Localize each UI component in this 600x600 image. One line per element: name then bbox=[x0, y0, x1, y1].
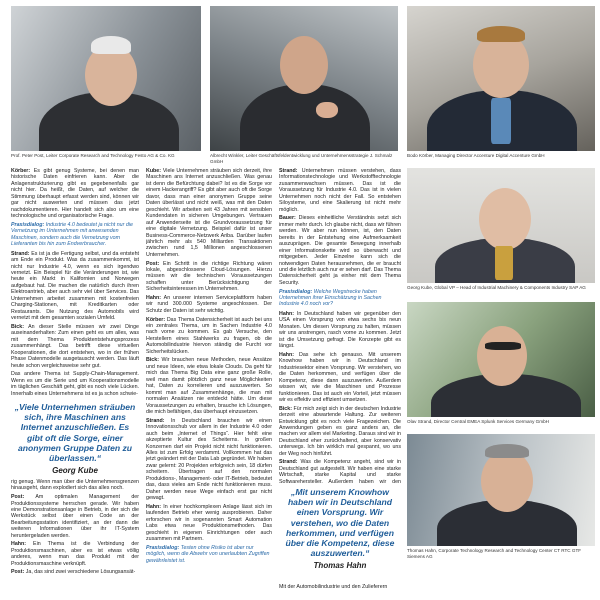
speaker-name: Post: bbox=[11, 494, 25, 501]
photo-bodo-korber bbox=[407, 6, 595, 151]
caption-peter-post: Prof. Peter Post, Leiter Corporate Research and Technology Festo AG & Co. KG bbox=[11, 153, 175, 158]
speaker-name: Hahn: bbox=[146, 503, 162, 510]
speaker-name: Bick: bbox=[279, 405, 292, 412]
caption-olav-strand: Olav Strand, Director Central EMEA Splunk Services Germany GmbH bbox=[407, 419, 549, 424]
speaker-name: Strand: bbox=[146, 417, 165, 424]
paragraph: Strand: Unternehmen müssen verstehen, dass Informationstechnologie und Werkstofftechnologie zusammenwachsen müssen. Das ist die Voraussetzung für Industrie 4.0. Das ist in vielen Unternehmen noch nicht der Fall. So entstehen Siloysteme, und eine Skalierung ist nicht mehr möglich. bbox=[279, 168, 401, 213]
paragraph: Hahn: An unserer internen Serviceplattform haben wir rund 300.000 Systeme angeschlossen. Der Schutz der Daten ist sehr wichtig. bbox=[146, 294, 272, 314]
paragraph: Mit der Automobilindustrie und den Zulieferern bbox=[279, 584, 388, 590]
speaker-name: Strand: bbox=[11, 250, 30, 257]
photo-olav-strand bbox=[407, 302, 595, 417]
paragraph: Bick: An dieser Stelle müssen wir zwei Dinge auseinanderhalten: Zum einen geht es um alles, was mit dem Thema Produktentstehungsprozess zusammenhängt. Das betrifft diese virtuellen Kooperationen, die dort entstehen, wo in der frühen Phase Datenmodelle ausgetauscht werden. Das läuft heute schon vergleichsweise sehr gut. bbox=[11, 323, 139, 369]
text-column-3 bbox=[279, 168, 401, 484]
photo-albrecht-winkler bbox=[210, 6, 398, 151]
paragraph: Bauer: Dieses einheitliche Verständnis setzt sich immer mehr durch. Ich glaube nicht, dass wir führen werden. Wir aber nun können, ist, den Daten bereits in der Entstehung eine Aufmerksamkeit auszuprägen. Die gesamte Bewegung innerhalb einer Informationskette wird so überwacht und mitgegeben. Jeder Einzelne kann sich die notwendigen Daten herausnehmen, die er braucht und die letztlich auch nur er sehen darf. Das Thema Datensicherheit geht ja einher mit dem Thema Security. bbox=[279, 215, 401, 286]
paragraph: Hahn: Ein Thema ist die Verbindung der Produktionsmaschinen, aber es ist etwas völlig anderes, wenn man das Produkt mit der Produktionsmaschine verknüpft. bbox=[11, 541, 139, 567]
text-column-1-continued bbox=[11, 479, 139, 595]
paragraph: Post: Ein Schritt in die richtige Richtung wären lokale, abgeschlossene Cloud-Lösungen. Hierzu müssen wir die technischen Voraussetzungen schaffen unter Berücksichtigung der Sicherheitsinteressen im Unternehmen. bbox=[146, 260, 272, 293]
paragraph: Bick: Für mich zeigt sich in der deutschen Industrie derzeit eine abwartende Haltung. Zur weiteren Entwicklung gibt es noch viele Fragezeichen. Die Anwendungen geben es ganz anders an, die machen vor allem viel Marketing. Daraus sind wir in Deutschland eher zurückhaltend, aber konservativ unterwegs. Ich bin wirklich mal gespannt, wo uns der Weg noch hinführt. bbox=[279, 405, 401, 457]
speaker-name: Strand: bbox=[279, 168, 298, 174]
text-column-3-continued bbox=[279, 584, 401, 596]
speaker-name: Post: bbox=[11, 569, 25, 576]
paragraph: Strand: Was die Kompetenz angeht, sind wir in Deutschland gut aufgestellt. Wir haben eine starke Wirtschaft, starke Kapital und starke Softwarehersteller. Außerdem haben wir den bbox=[279, 459, 401, 484]
paragraph: rig genug. Wenn man über die Unternehmensgrenzen hinausgeht, dann explodiert sich das alles noch. bbox=[11, 479, 139, 492]
paragraph: Kube: Viele Unternehmen sträuben sich derzeit, ihre Maschinen ans Internet anzuschließen. Was genau ist denn die Befürchtung dabei? Ist es die Sorge vor einem Hackerangriff? Es gibt aber auch oft die Sorge davor, dass man einer anonymen Gruppe seine Daten überlässt und nicht weiß, was mit den Daten geschieht. Wir arbeiten seit 43 Jahren mit sensiblen Kundendaten in sicheren Umgebungen. Vertrauen auf Anwenderseite ist die Grundvoraussetzung für eine digitale Vernetzung. Beispiel dafür ist unser Business-Commerce-Netzwerk Ariba. Darüber laufen jährlich mehr als 540 Milliarden Transaktionen zwischen rund 1,5 Millionen angeschlossenen Unternehmen. bbox=[146, 168, 272, 258]
speaker-name: Hahn: bbox=[11, 541, 27, 548]
caption-bodo-korber: Bodo Körber, Managing Director Accenture Digital Accenture GmbH bbox=[407, 153, 545, 158]
speaker-name: Körber: bbox=[11, 168, 31, 174]
speaker-name: Hahn: bbox=[279, 310, 295, 317]
praxisdialog-question bbox=[11, 222, 139, 248]
text-column-2 bbox=[146, 168, 272, 595]
paragraph: Das andere Thema ist Supply-Chain-Management. Wenn es um die Serie und um Kooperationsmodelle im täglichen Geschäft geht, gibt es noch viele Lücken. Innerhalb eines Unternehmens ist es ja schon schwie- bbox=[11, 371, 139, 397]
speaker-name: Bick: bbox=[146, 357, 159, 364]
speaker-name: Post: bbox=[146, 260, 160, 267]
praxisdialog-text: Testen ohne Risiko ist aber nur möglich, wenn die Abwehr von unerlaubten Zugriffen gewährleistet ist. bbox=[146, 544, 270, 564]
speaker-name: Bauer: bbox=[279, 215, 296, 222]
pull-quote-author: Georg Kube bbox=[52, 466, 98, 476]
photo-peter-post bbox=[11, 6, 201, 151]
paragraph: Hahn: Das sehe ich genauso. Mit unserem Knowhow haben wir in Deutschland im Industriesektor einen Vorsprung. Wir verstehen, wo die Daten herkommen, und verfügen über die Kompetenz, diese dann auszuwerten. Außerdem wissen wir, wie die Maschinen und Prozesse funktionieren. Das ist auch ein Vorteil, jetzt müssen wir es effektiv und effizient umsetzen. bbox=[279, 351, 401, 403]
paragraph: Bick: Wir brauchen neue Methoden, neue Ansätze und neue Ideen, wie etwa lokale Clouds. Da geht für mich das Thema Big Data eine ganz große Rolle, weil man damit plötzlich ganz neue Möglichkeiten hat, Daten zu korrelieren und auszuwerten. So kommt man auf Zusammenhänge, die man mit normalen Ansätzen nie entdeckt hätte. Um diese Voraussetzungen zu erhalten, brauche ich Lösungen, die mich befähigen, das überhaupt einzusetzen. bbox=[146, 357, 272, 416]
paragraph: Post: Ja, das sind zwei verschiedene Lösungsansät- bbox=[11, 569, 136, 576]
praxisdialog-label: Praxisdialog: bbox=[279, 288, 313, 295]
speaker-name: Kube: bbox=[146, 168, 162, 174]
praxisdialog-text: Welche Wegstrecke haben Unternehmen ihrer Einschätzung in Sachen Industrie 4.0 noch vor? bbox=[279, 288, 382, 308]
paragraph: Hahn: In Deutschland haben wir gegenüber den USA einen Vorsprung von etwa sechs bis neun Monaten. Um diesen Vorsprung zu halten, müssen wir uns anstrengen, rasch vorne zu kommen. Jetzt ist die Umsetzung gefragt. Die Konzepte gibt es längst. bbox=[279, 310, 401, 350]
pull-quote-text: „Mit unserem Knowhow haben wir in Deutschland einen Vorsprung. Wir verstehen, wo die Daten herkommen, und verfügen über die Kompetenz, diese auszuwerten.“ bbox=[285, 487, 395, 559]
paragraph: Körber: Es gibt genug Systeme, bei denen man historische Daten einfrieren kann. Aber die Anlagenstrukturierung gibt es gegebenenfalls gar nicht hier. Da heißt, die Daten, auf welcher die Stimmung überhaupt erfasst werden sind, können wir gar nicht auswerten und müssen das jetzt nachdokumentieren. Hier handelt sich also um eine technologische und organisatorische Frage. bbox=[11, 168, 139, 220]
speaker-name: Körber: bbox=[146, 316, 166, 323]
photo-thomas-hahn bbox=[407, 434, 595, 546]
praxisdialog-label: Praxisdialog: bbox=[11, 221, 45, 228]
praxisdialog-question bbox=[279, 289, 401, 308]
paragraph: Körber: Das Thema Datensicherheit ist auch bei uns ein zentrales Thema, um in Sachen Industrie 4.0 nach vorne zu kommen. Es gab Versuche, den Herstellern eines Stahlwerks zu fragen, ob die Automobilindustrie hiervon ständig die Furcht vor Sicherheitslücken. bbox=[146, 316, 272, 355]
pull-quote-kube bbox=[13, 402, 137, 478]
speaker-name: Hahn: bbox=[146, 294, 162, 301]
photo-georg-kube bbox=[407, 168, 595, 283]
speaker-name: Bick: bbox=[11, 323, 24, 330]
text-column-1 bbox=[11, 168, 139, 398]
paragraph: Strand: Es ist ja die Fertigung selbst, und da entsteht am Ende ein Produkt. Was da zusammenkommt, ist nicht nur Industrie 4.0, wenn es sich irgendwo vernetzt. Ein Beispiel für die Veränderungen ist, wie heute ein Markt in Kalifornien und Norwegen aufgebaut hat. Die machen die natürlich durch ihren Elektroantrieb, aber auch sehr viel über Services. Das Unternehmen arbeitet zusammen mit kostenfreien Charging-Stationen, mit Kreditkarten oder Restaurants. Die Nutzung des Automobils wird vernetzt mit dem gesamten sozialen Umfeld. bbox=[11, 250, 139, 322]
pull-quote-hahn bbox=[279, 487, 401, 575]
praxisdialog-label: Praxisdialog: bbox=[146, 544, 180, 551]
pull-quote-author: Thomas Hahn bbox=[313, 561, 367, 571]
caption-albrecht-winkler: Albrecht Winkler, Leiter Geschäftsfeldentwicklung und Unternehmensstrategie J. Schmalz GmbH bbox=[210, 153, 393, 164]
praxisdialog-text: Industrie 4.0 bedeutet ja nicht nur die Vernetzung im Unternehmen mit anwesenden Maschinen, sondern auch die Vernetzung vom Lieferanten bis hin zum Endverbraucher. bbox=[11, 221, 133, 248]
praxisdialog-question bbox=[146, 545, 272, 564]
caption-thomas-hahn: Thomas Hahn, Corporate Technology Research and Technology Center CT RTC GTF Siemens AG bbox=[407, 548, 582, 559]
speaker-name: Hahn: bbox=[279, 351, 295, 358]
caption-georg-kube: Georg Kube, Global VP – Head of Industrial Machinery & Components Industry SAP AG bbox=[407, 285, 586, 290]
pull-quote-text: „Viele Unternehmen sträuben sich, ihre Maschinen ans Internet anzuschließen. Es gibt oft die Sorge, einer anonymen Gruppe Daten zu überlassen.“ bbox=[14, 402, 136, 464]
paragraph: Hahn: In einer hochkomplexen Anlage lässt sich im laufenden Betrieb eher wenig ausprobieren. Daher erforschen wir in sogenannten Smart Automation Labs etwa neue Produktionsmethoden. Das geschieht in eigenen Einrichtungen oder auch zusammen mit Partnern. bbox=[146, 503, 272, 543]
paragraph: Strand: In Deutschland brauchen wir einen Innovationsschub vor allem in der Industrie 4.0 oder auch beim „Internet of Things“. Hier fehlt eine akzeptierte Kultur des Scheiterns. In großen Konzernen darf ein Projekt nicht nicht funktionieren. Alles ist zum Erfolg verdammt. Vollkommen hat das jetzt geändert mit der Data Lab gegründet. Wir haben zwar gelernt: 20 Projekten erfolgreich sein, 18 dürfen scheitern. Übertragen auf den normalen Produktions-, Management- oder IT-Betrieb, bedeutet das, dass vieles am Ende nicht funktionieren muss. Daher werden neue Wege einfach erst gar nicht gewagt. bbox=[146, 417, 272, 502]
speaker-name: Strand: bbox=[279, 459, 298, 466]
paragraph: Post: Am optimalen Management der Produktionssysteme herrschen gerade. Wir haben eine Demonstrationsanlage in Betrieb, in der sich die Werkstück selbst über einen Code an der Bearbeitungsstation identifiziert, an der dann die weiteren Informationen über ihr IT-System heruntergeladen werden. bbox=[11, 494, 139, 539]
